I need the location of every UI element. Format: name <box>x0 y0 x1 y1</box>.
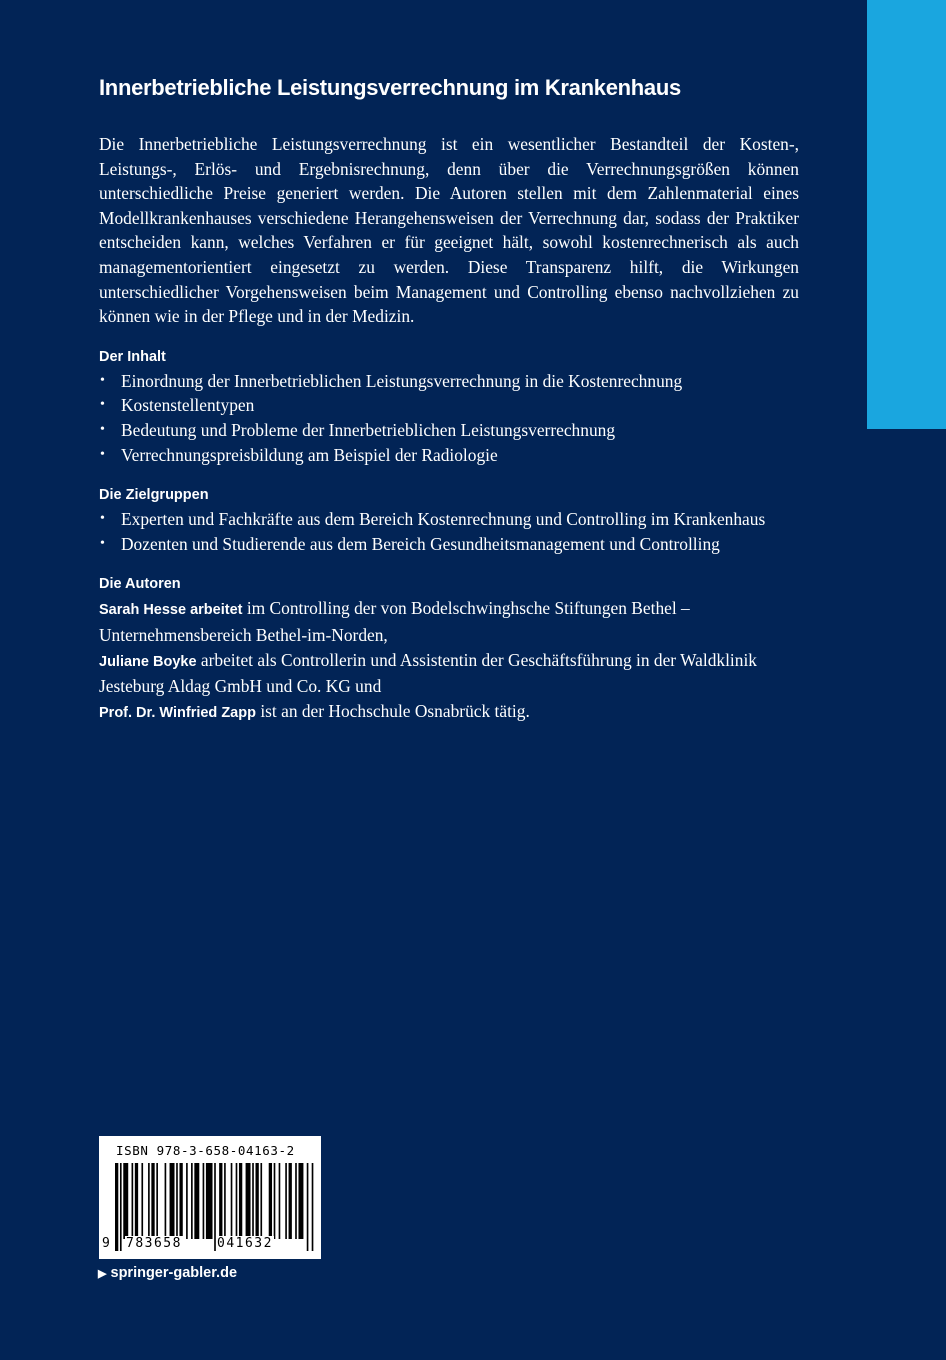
inhalt-list <box>99 369 799 467</box>
barcode-bar <box>151 1163 154 1239</box>
list-item: • Verrechnungspreisbildung am Beispiel der Radiologie <box>99 443 799 468</box>
barcode-bar <box>135 1163 138 1239</box>
list-item: • Einordnung der Innerbetrieblichen Leistungsverrechnung in die Kostenrechnung <box>99 369 799 394</box>
list-item: • Kostenstellentypen <box>99 393 799 418</box>
barcode-bar <box>285 1163 287 1239</box>
isbn-digit-first: 9 <box>102 1236 110 1251</box>
barcode-bar <box>295 1163 297 1239</box>
barcode-bar <box>298 1163 303 1239</box>
barcode-bar <box>239 1163 242 1239</box>
author-name: Prof. Dr. Winfried Zapp <box>99 704 256 721</box>
barcode-bar <box>206 1163 213 1239</box>
autoren-list <box>99 596 799 725</box>
back-cover-content <box>99 70 799 725</box>
barcode-bar <box>289 1163 292 1239</box>
author-name: Sarah Hesse arbeitet <box>99 602 243 619</box>
arrow-icon: ▶ <box>98 1268 107 1280</box>
barcode-bar <box>231 1163 233 1239</box>
inhalt-heading: Der Inhalt <box>99 348 166 365</box>
author-text: ist an der Hochschule Osnabrück tätig. <box>255 700 530 721</box>
isbn-digits-left: 783658 <box>126 1236 182 1251</box>
list-item: • Bedeutung und Probleme der Innerbetrieblichen Leistungsverrechnung <box>99 418 799 443</box>
barcode-bar <box>274 1163 276 1239</box>
isbn-label: ISBN 978-3-658-04163-2 <box>116 1143 295 1158</box>
barcode-bar <box>236 1163 238 1239</box>
author-entry <box>99 648 799 699</box>
barcode-bar <box>252 1163 254 1239</box>
barcode-bar <box>176 1163 178 1239</box>
autoren-heading: Die Autoren <box>99 576 181 593</box>
author-entry <box>99 699 799 726</box>
publisher-link[interactable] <box>98 1265 237 1281</box>
isbn-barcode <box>99 1136 321 1259</box>
zielgruppen-list <box>99 507 799 556</box>
author-name: Juliane Boyke <box>99 653 197 670</box>
barcode-bar <box>148 1163 150 1239</box>
author-entry <box>99 596 799 647</box>
barcode-bar <box>269 1163 272 1239</box>
barcode-bar <box>156 1163 158 1239</box>
barcode-bar <box>170 1163 175 1239</box>
barcode-bar <box>246 1163 251 1239</box>
barcode-bar <box>260 1163 262 1239</box>
barcode-bar <box>194 1163 199 1239</box>
barcode-bar <box>115 1163 118 1251</box>
isbn-digits-right: 041632 <box>217 1236 273 1251</box>
barcode-bar <box>186 1163 188 1239</box>
list-item: • Experten und Fachkräfte aus dem Bereich Kostenrechnung und Controlling im Krankenhaus <box>99 507 799 532</box>
author-text: arbeitet als Controllerin und Assistentin der Geschäftsführung in der Waldklinik Jesteburg Aldag GmbH und Co. KG und <box>99 649 757 697</box>
book-title: Innerbetriebliche Leistungsverrechnung im Krankenhaus <box>99 75 681 100</box>
barcode-bar <box>279 1163 281 1239</box>
barcode-bar <box>123 1163 128 1239</box>
barcode-bar <box>179 1163 182 1239</box>
description: Die Innerbetriebliche Leistungsverrechnung ist ein wesentlicher Bestandteil der Kosten-, Leistungs-, Erlös- und Ergebnisrechnung, denn über die Verrechnungsgrößen können unterschiedliche Preise generiert werden. Die Autoren stellen mit dem Zahlenmaterial eines Modellkrankenhauses verschiedene Herangehensweisen der Verrechnung dar, sodass der Praktiker entscheiden kann, welches Verfahren er für geeignet hält, sowohl kostenrechnerisch als auch managementorientiert eingesetzt zu werden. Diese Transparenz hilft, die Wirkungen unterschiedlicher Vorgehensweisen beim Management und Controlling ebenso nachvollziehen zu können wie in der Pflege und in der Medizin. <box>99 134 799 327</box>
accent-bar <box>867 0 946 429</box>
barcode-bar <box>132 1163 134 1239</box>
barcode-bar <box>255 1163 258 1239</box>
barcode-bar <box>312 1163 314 1251</box>
barcode-bar <box>191 1163 193 1239</box>
author-text: im Controlling der von Bodelschwinghsche Stiftungen Bethel – Unternehmensbereich Bethel-im-Norden, <box>99 598 690 645</box>
barcode-bar <box>120 1163 122 1251</box>
barcode-bar <box>224 1163 226 1239</box>
zielgruppen-heading: Die Zielgruppen <box>99 487 209 504</box>
list-item: • Dozenten und Studierende aus dem Bereich Gesundheitsmanagement und Controlling <box>99 532 799 557</box>
barcode-bar <box>141 1163 143 1239</box>
barcode-bar <box>165 1163 167 1239</box>
barcode-bar <box>203 1163 205 1239</box>
publisher-url: springer-gabler.de <box>110 1265 238 1281</box>
barcode-bar <box>307 1163 309 1251</box>
